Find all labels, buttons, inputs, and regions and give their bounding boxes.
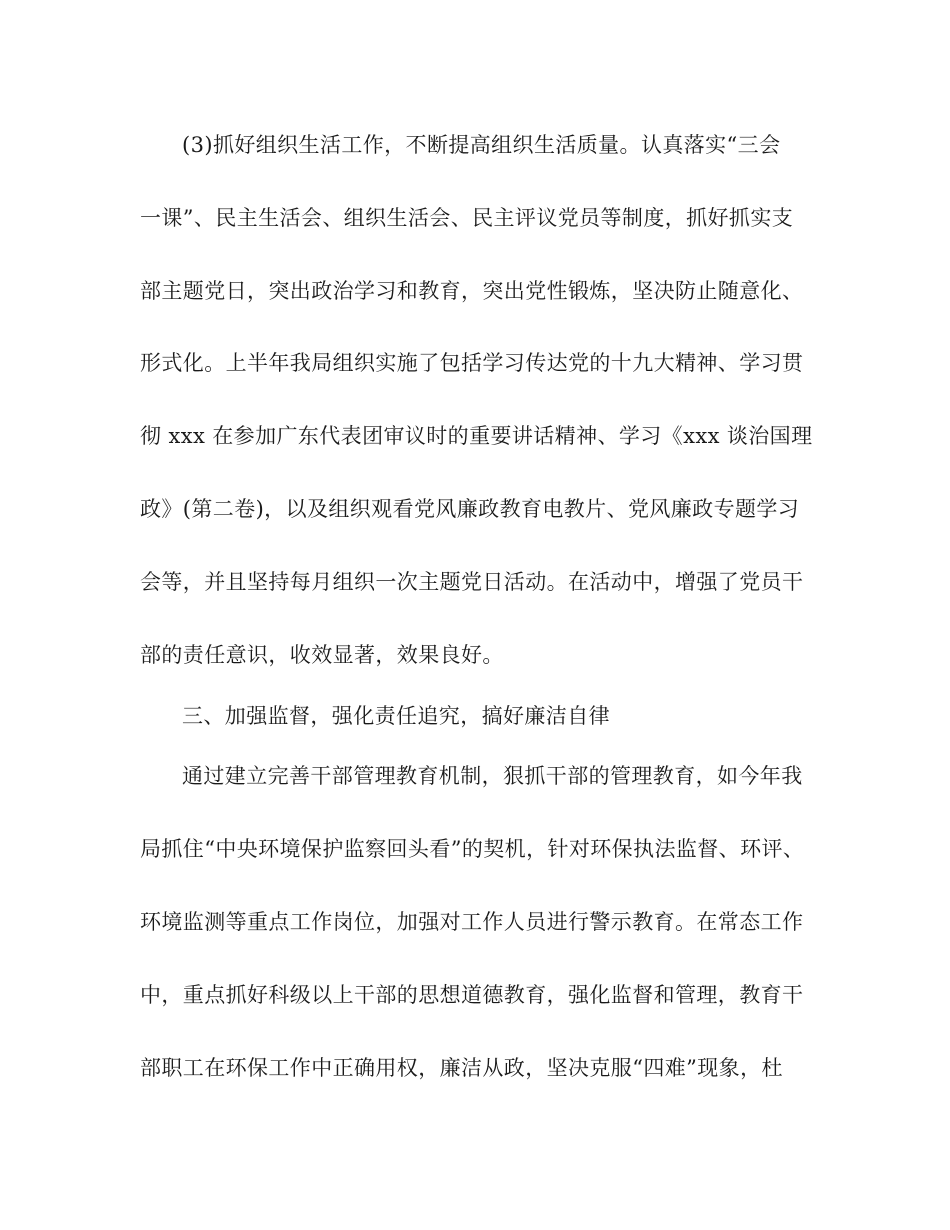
paragraph-line-7: 会等，并且坚持每月组织一次主题党日活动。在活动中，增强了党员干 <box>140 570 804 594</box>
paragraph-line-1: (3)抓好组织生活工作，不断提高组织生活质量。认真落实“三会 <box>182 133 781 157</box>
section-heading: 三、加强监督，强化责任追究，搞好廉洁自律 <box>182 704 610 728</box>
paragraph-line-3: 部主题党日，突出政治学习和教育，突出党性锻炼，坚决防止随意化、 <box>140 279 804 303</box>
paragraph-line-12: 中，重点抓好科级以上干部的思想道德教育，强化监督和管理，教育干 <box>140 983 804 1007</box>
paragraph-line-13: 部职工在环保工作中正确用权，廉洁从政，坚决克服“四难”现象，杜 <box>140 1056 783 1080</box>
paragraph-line-6: 政》(第二卷)，以及组织观看党风廉政教育电教片、党风廉政专题学习 <box>140 497 800 521</box>
paragraph-line-10: 局抓住“中央环境保护监察回头看”的契机，针对环保执法监督、环评、 <box>140 837 805 861</box>
paragraph-line-4: 形式化。上半年我局组织实施了包括学习传达党的十九大精神、学习贯 <box>140 351 804 375</box>
paragraph-line-9: 通过建立完善干部管理教育机制，狠抓干部的管理教育，如今年我 <box>182 764 803 788</box>
paragraph-line-11: 环境监测等重点工作岗位，加强对工作人员进行警示教育。在常态工作 <box>140 910 804 934</box>
paragraph-line-2: 一课”、民主生活会、组织生活会、民主评议党员等制度，抓好抓实支 <box>140 206 794 230</box>
paragraph-line-5: 彻 xxx 在参加广东代表团审议时的重要讲话精神、学习《xxx 谈治国理 <box>140 424 813 448</box>
paragraph-line-8: 部的责任意识，收效显著，效果良好。 <box>140 643 504 667</box>
